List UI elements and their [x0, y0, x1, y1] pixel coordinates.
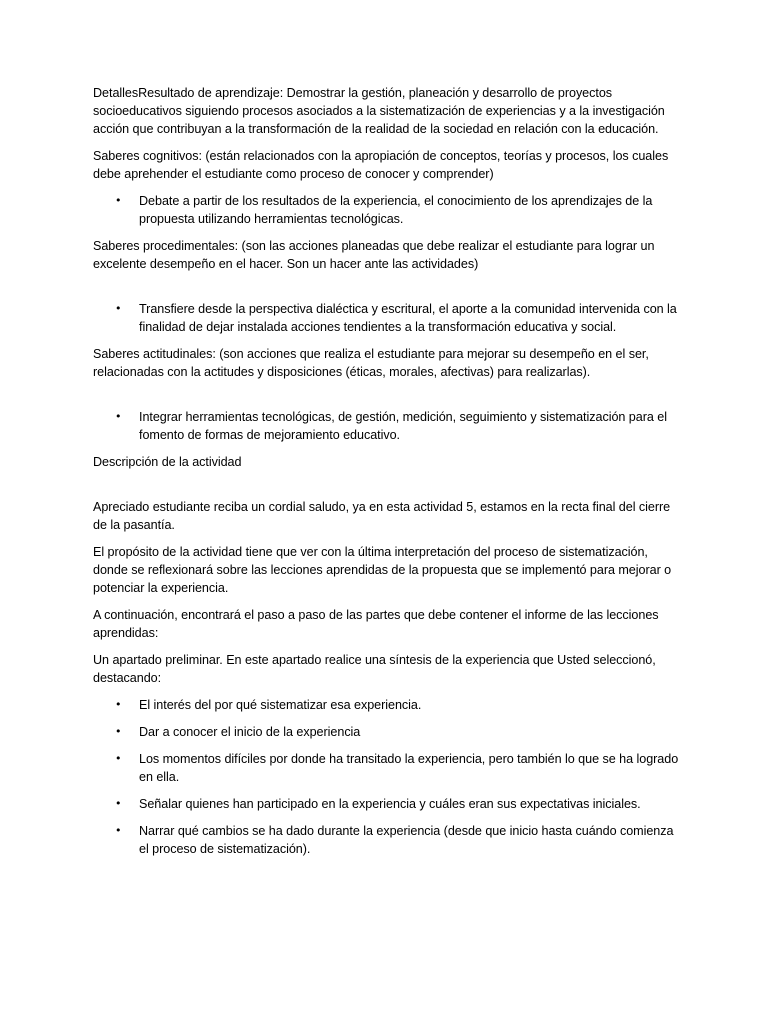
list-item [93, 822, 681, 858]
steps-intro-paragraph: A continuación, encontrará el paso a paso de las partes que debe contener el informe de las lecciones aprendidas: [93, 608, 659, 640]
list-item-text: Señalar quienes han participado en la experiencia y cuáles eran sus expectativas iniciales. [139, 797, 641, 811]
attitudinal-list [93, 408, 681, 444]
list-item-text: Integrar herramientas tecnológicas, de gestión, medición, seguimiento y sistematización para el fomento de formas de mejoramiento educativo. [139, 410, 667, 442]
bullet-icon: • [115, 725, 122, 738]
learning-outcome-paragraph: DetallesResultado de aprendizaje: Demostrar la gestión, planeación y desarrollo de proyectos socioeducativos siguiendo procesos asociados a la sistematización de experiencias y a la investigación acción que contribuyan a la transformación de la realidad de la sociedad en relación con la educación. [93, 86, 665, 136]
list-item-text: Los momentos difíciles por donde ha transitado la experiencia, pero también lo que se ha logrado en ella. [139, 752, 679, 784]
bullet-icon: • [115, 410, 122, 423]
procedural-knowledge-paragraph: Saberes procedimentales: (son las acciones planeadas que debe realizar el estudiante para lograr un excelente desempeño en el hacer. Son un hacer ante las actividades) [93, 239, 655, 271]
list-item-text: Transfiere desde la perspectiva dialéctica y escritural, el aporte a la comunidad intervenida con la finalidad de dejar instalada acciones tendientes a la transformación educativa y social. [139, 302, 677, 334]
activity-description-heading: Descripción de la actividad [93, 455, 242, 469]
procedural-list [93, 300, 681, 336]
list-item-text: Dar a conocer el inicio de la experiencia [139, 725, 361, 739]
list-item-text: El interés del por qué sistematizar esa experiencia. [139, 698, 422, 712]
list-item-text: Narrar qué cambios se ha dado durante la experiencia (desde que inicio hasta cuándo comienza el proceso de sistematización). [139, 824, 674, 856]
list-item [93, 750, 681, 786]
list-item [93, 795, 681, 813]
bullet-icon: • [115, 824, 122, 837]
bullet-icon: • [115, 194, 122, 207]
cognitive-list [93, 192, 681, 228]
attitudinal-knowledge-paragraph: Saberes actitudinales: (son acciones que realiza el estudiante para mejorar su desempeño en el ser, relacionadas con la actitudes y disposiciones (éticas, morales, afectivas) para realizarlas). [93, 347, 649, 379]
list-item [93, 408, 681, 444]
greeting-paragraph: Apreciado estudiante reciba un cordial saludo, ya en esta actividad 5, estamos en la recta final del cierre de la pasantía. [93, 500, 671, 532]
bullet-icon: • [115, 797, 122, 810]
document-page [93, 84, 681, 867]
preliminary-list [93, 696, 681, 858]
bullet-icon: • [115, 698, 122, 711]
cognitive-knowledge-paragraph: Saberes cognitivos: (están relacionados con la apropiación de conceptos, teorías y procesos, los cuales debe aprehender el estudiante como proceso de conocer y comprender) [93, 149, 669, 181]
purpose-paragraph: El propósito de la actividad tiene que ver con la última interpretación del proceso de sistematización, donde se reflexionará sobre las lecciones aprendidas de la propuesta que se implementó para mejorar o potenciar la experiencia. [93, 545, 672, 595]
bullet-icon: • [115, 752, 122, 765]
bullet-icon: • [115, 302, 122, 315]
list-item-text: Debate a partir de los resultados de la experiencia, el conocimiento de los aprendizajes de la propuesta utilizando herramientas tecnológicas. [139, 194, 653, 226]
list-item [93, 696, 681, 714]
list-item [93, 192, 681, 228]
preliminary-section-paragraph: Un apartado preliminar. En este apartado realice una síntesis de la experiencia que Usted seleccionó, destacando: [93, 653, 656, 685]
list-item [93, 300, 681, 336]
list-item [93, 723, 681, 741]
